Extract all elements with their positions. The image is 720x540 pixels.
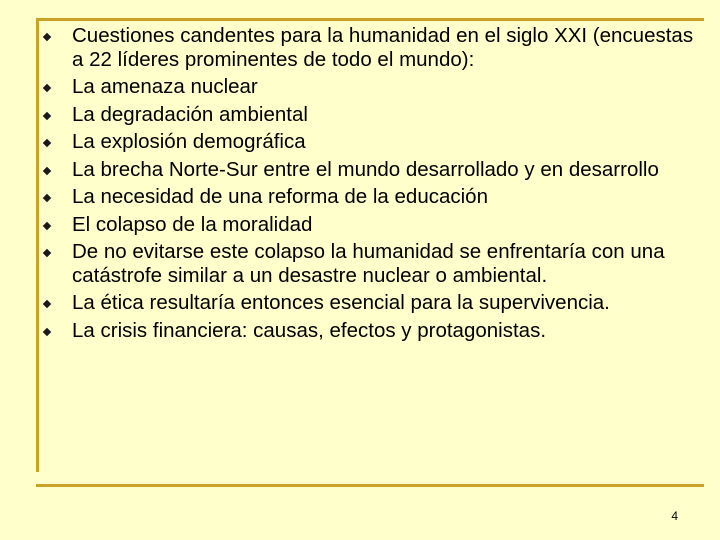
bullet-item xyxy=(44,24,694,71)
bottom-horizontal-rule xyxy=(36,484,704,487)
diamond-bullet-icon xyxy=(43,249,51,257)
bullet-text: La brecha Norte-Sur entre el mundo desarrollado y en desarrollo xyxy=(72,157,659,181)
bullet-item xyxy=(44,240,694,287)
top-horizontal-rule xyxy=(36,18,704,21)
bullet-item xyxy=(44,213,694,237)
diamond-bullet-icon xyxy=(43,300,51,308)
bullet-text: Cuestiones candentes para la humanidad en el siglo XXI (encuestas a 22 líderes prominentes de todo el mundo): xyxy=(72,24,694,71)
bullet-text: El colapso de la moralidad xyxy=(72,212,313,236)
diamond-bullet-icon xyxy=(43,139,51,147)
page-number: 4 xyxy=(671,509,678,523)
bullet-item xyxy=(44,130,694,154)
bullet-item xyxy=(44,319,694,343)
bullet-text: La amenaza nuclear xyxy=(72,75,258,98)
diamond-bullet-icon xyxy=(43,194,51,202)
bullet-list xyxy=(44,24,694,346)
bullet-text: De no evitarse este colapso la humanidad se enfrentaría con una catástrofe similar a un desastre nuclear o ambiental. xyxy=(72,240,665,287)
bullet-item xyxy=(44,185,694,209)
bullet-text: La explosión demográfica xyxy=(72,130,306,153)
diamond-bullet-icon xyxy=(43,166,51,174)
bullet-item xyxy=(44,291,694,315)
diamond-bullet-icon xyxy=(43,33,51,41)
bullet-text: La crisis financiera: causas, efectos y protagonistas. xyxy=(72,318,547,342)
diamond-bullet-icon xyxy=(43,84,51,92)
bullet-text: La degradación ambiental xyxy=(72,102,308,126)
bullet-text: La necesidad de una reforma de la educación xyxy=(72,185,488,208)
diamond-bullet-icon xyxy=(43,327,51,335)
diamond-bullet-icon xyxy=(43,111,51,119)
bullet-item xyxy=(44,158,694,182)
bullet-text: La ética resultaría entonces esencial para la supervivencia. xyxy=(72,291,610,314)
bullet-item xyxy=(44,75,694,99)
bullet-item xyxy=(44,103,694,127)
diamond-bullet-icon xyxy=(43,221,51,229)
left-vertical-rule xyxy=(36,18,39,472)
